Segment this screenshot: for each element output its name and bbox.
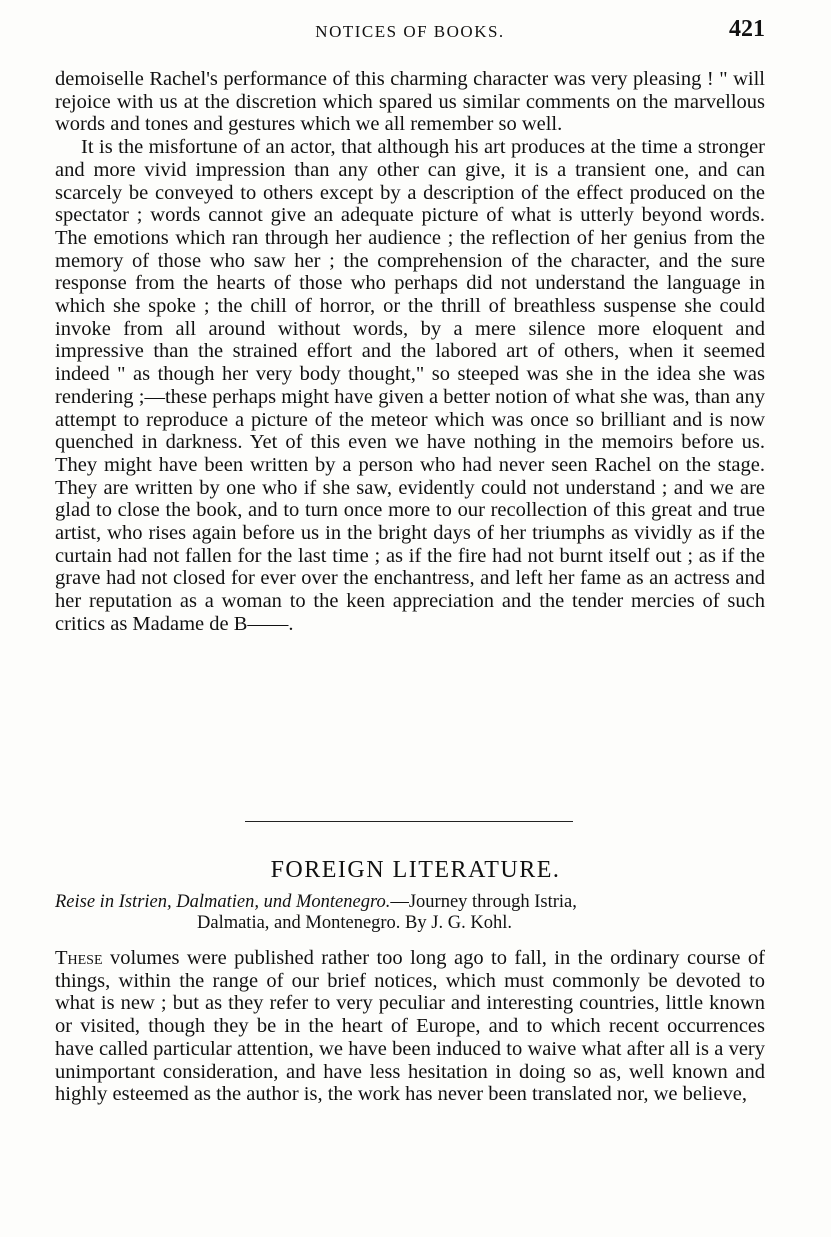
book-title-english: —Journey through Istria, bbox=[390, 892, 577, 912]
page-number: 421 bbox=[729, 16, 765, 42]
lead-word: These bbox=[55, 947, 103, 969]
review-heading bbox=[55, 892, 775, 934]
page-header bbox=[55, 18, 765, 48]
paragraph-continued: demoiselle Rachel's performance of this charming character was very pleasing ! " will rejoice with us at the discretion which spared us similar comments on the marvellous words and tones and gestures which we all remember so well. bbox=[55, 68, 765, 136]
article-continuation bbox=[55, 68, 765, 636]
section-divider bbox=[245, 821, 573, 822]
running-head: NOTICES OF BOOKS. bbox=[315, 22, 505, 41]
review-paragraph bbox=[55, 947, 765, 1106]
book-title-german: Reise in Istrien, Dalmatien, und Montenegro. bbox=[55, 892, 391, 912]
section-title: FOREIGN LITERATURE. bbox=[270, 857, 561, 883]
review-body bbox=[55, 947, 765, 1106]
review-text: volumes were published rather too long ago to fall, in the ordinary course of things, within the range of our brief notices, which must commonly be devoted to what is new ; but as they refer to very peculiar and interesting countries, little known or visited, though they be in the heart of Europe, and to which recent occurrences have called particular attention, we have been induced to waive what after all is a very unimportant consideration, and have less hesitation in doing so as, well known and highly esteemed as the author is, the work has never been translated nor, we believe, bbox=[55, 947, 765, 1106]
book-title-english-cont: Dalmatia, and Montenegro. By J. G. Kohl. bbox=[197, 913, 512, 933]
paragraph-actor-misfortune: It is the misfortune of an actor, that although his art produces at the time a stronger and more vivid impression than any other can give, it is a transient one, and can scarcely be conveyed to others except by a description of the effect produced on the spectator ; words cannot give an adequate picture of what is utterly beyond words. The emotions which ran through her audience ; the reflection of her genius from the memory of those who saw her ; the comprehension of the character, and the sure response from the hearts of those who perhaps did not understand the language in which she spoke ; the chill of horror, or the thrill of breathless suspense she could invoke from all around without words, by a mere silence more eloquent and impressive than the strained effort and the labored art of others, when it seemed indeed " as though her very body thought," so steeped was she in the idea she was rendering ;—these perhaps might have given a better notion of what she was, than any attempt to reproduce a picture of the meteor which was once so brilliant and is now quenched in darkness. Yet of this even we have nothing in the memoirs before us. They might have been written by a person who had never seen Rachel on the stage. They are written by one who if she saw, evidently could not understand ; and we are glad to close the book, and to turn once more to our recollection of this great and true artist, who rises again before us in the bright days of her triumphs as vividly as if the curtain had not fallen for the last time ; as if the fire had not burnt itself out ; as if the grave had not closed for ever over the enchantress, and left her fame as an actress and her reputation as a woman to the keen appreciation and the tender mercies of such critics as Madame de B——. bbox=[55, 136, 765, 635]
